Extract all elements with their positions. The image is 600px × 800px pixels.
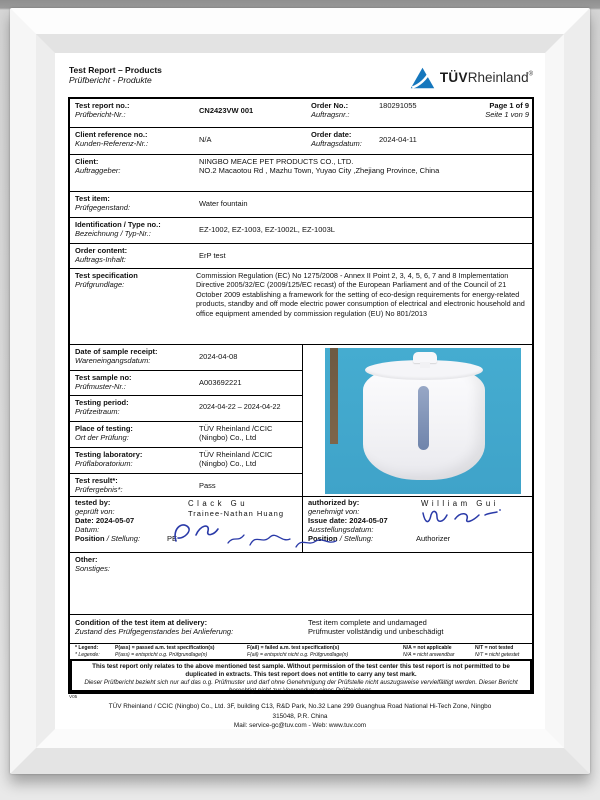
- issue-date-value: 2024-05-07: [349, 515, 388, 525]
- condition-label-en: Condition of the test item at delivery:: [75, 618, 208, 627]
- footer-address-line1: TÜV Rheinland / CCIC (Ningbo) Co., Ltd. 3F, building C13, R&D Park, No.32 Lane 299 Guanghua Road National Hi-Tech Zone, Ningbo: [108, 703, 492, 711]
- period-label-en: Testing period:: [75, 398, 129, 407]
- test-spec-label: [70, 269, 194, 344]
- test-spec-label-de: Prüfgrundlage:: [75, 280, 125, 289]
- order-no-label-en: Order No.:: [311, 101, 349, 110]
- condition-label: [70, 615, 303, 643]
- client-ref-label-de: Kunden-Referenz-Nr.:: [75, 139, 149, 148]
- condition-value-de: Prüfmuster vollständig und unbeschädigt: [308, 627, 444, 636]
- sample-no-label-en: Test sample no:: [75, 373, 132, 382]
- row-report-no: [70, 99, 532, 127]
- tested-by-label-de: geprüft von:: [75, 506, 115, 516]
- document-header: [65, 63, 535, 97]
- report-no-label-de: Prüfbericht-Nr.:: [75, 110, 126, 119]
- client-value: [194, 155, 532, 191]
- test-report-document: [55, 53, 545, 729]
- tested-position-value: PE: [167, 534, 178, 544]
- client-label: [70, 155, 194, 191]
- authorized-position-de: / Stellung:: [339, 534, 374, 544]
- row-testing-period: [70, 395, 302, 421]
- legend-na-de: N/A = nicht anwendbar: [403, 651, 455, 658]
- result-value: Pass: [199, 481, 216, 490]
- order-no-label-de: Auftragsnr.:: [311, 110, 350, 119]
- title-german: Prüfbericht - Produkte: [69, 75, 152, 85]
- place-value: [194, 422, 302, 447]
- test-spec-label-en: Test specification: [75, 271, 138, 280]
- test-item-label: [70, 192, 194, 217]
- row2-spacer: [454, 128, 532, 154]
- tested-date-label-de: Datum:: [75, 524, 100, 534]
- condition-value-en: Test item complete and undamaged: [308, 618, 427, 627]
- place-label-de: Ort der Prüfung:: [75, 433, 129, 442]
- document-title: [69, 65, 162, 85]
- test-item-value: Water fountain: [199, 199, 248, 208]
- test-item-label-en: Test item:: [75, 194, 110, 203]
- tested-by-block: [70, 497, 303, 552]
- laboratory-value: [194, 448, 302, 473]
- legend-label-de: * Legende:: [75, 651, 100, 658]
- client-label-en: Client:: [75, 157, 99, 166]
- legend-fail-de: F(ail) = entspricht nicht o.g. Prüfgrundlage(n): [247, 651, 349, 658]
- sample-no-label-de: Prüfmuster-Nr.:: [75, 382, 126, 391]
- period-label-de: Prüfzeitraum:: [75, 407, 120, 416]
- order-content-label: [70, 244, 194, 268]
- legend-label-en: * Legend:: [75, 645, 99, 651]
- other-label-de: Sonstiges:: [75, 564, 111, 573]
- result-label-en: Test result*:: [75, 476, 118, 485]
- registered-mark: ®: [528, 71, 533, 78]
- issue-date-label-de: Ausstellungsdatum:: [308, 524, 374, 534]
- client-label-de: Auftraggeber:: [75, 166, 121, 175]
- report-no-value: CN2423VW 001: [199, 106, 254, 115]
- row-order-content: [70, 243, 532, 268]
- row-place-of-testing: [70, 421, 302, 447]
- row-test-item: [70, 191, 532, 217]
- client-ref-label-en: Client reference no.:: [75, 130, 148, 139]
- form-version-code: V05: [69, 694, 78, 699]
- test-item-label-de: Prüfgegenstand:: [75, 203, 131, 212]
- client-name: NINGBO MEACE PET PRODUCTS CO., LTD.: [199, 157, 354, 166]
- identification-label: [70, 218, 194, 243]
- legend-fail-en: F(ail) = failed a.m. test specification(s): [247, 645, 340, 651]
- row-client: [70, 154, 532, 191]
- logo-rheinland: Rheinland: [467, 70, 529, 85]
- report-table: [68, 97, 534, 694]
- authorized-position-en: Position: [308, 534, 338, 544]
- issue-date-label: Issue date:: [308, 515, 348, 525]
- frame-bevel: [36, 34, 564, 748]
- receipt-label-de: Wareneingangsdatum:: [75, 356, 151, 365]
- laboratory-label: [70, 448, 194, 473]
- order-no-label: [306, 99, 374, 127]
- identification-label-de: Bezeichnung / Typ-Nr.:: [75, 229, 151, 238]
- legend-nt-en: N/T = not tested: [475, 645, 514, 651]
- water-level-window: [418, 386, 429, 450]
- receipt-label: [70, 345, 194, 370]
- sample-info-rows: [70, 345, 303, 496]
- tested-position-de: / Stellung:: [106, 534, 141, 544]
- notice-block: [70, 659, 532, 695]
- condition-value: [303, 615, 532, 643]
- row-test-result: [70, 473, 302, 497]
- water-fountain-spout-neck: [420, 362, 430, 368]
- page-indicator: [454, 99, 532, 127]
- sample-no-label: [70, 371, 194, 395]
- laboratory-value-line1: TÜV Rheinland /CCIC: [199, 450, 273, 459]
- legend-pass-de: P(ass) = entspricht o.g. Prüfgrundlage(n): [115, 651, 208, 658]
- identification-value: EZ-1002, EZ-1003, EZ-1002L, EZ-1003L: [199, 225, 335, 234]
- tested-by-name2: Trainee-Nathan Huang: [188, 508, 285, 518]
- place-label: [70, 422, 194, 447]
- row-identification: [70, 217, 532, 243]
- tested-date-label: Date:: [75, 515, 94, 525]
- authorized-by-label-en: authorized by:: [308, 498, 360, 507]
- document-footer: [65, 702, 535, 730]
- result-label-de: Prüfergebnis*:: [75, 485, 123, 494]
- logo-text: [440, 69, 533, 87]
- sample-no-value: A003692221: [199, 378, 242, 387]
- footer-contact-line: Mail: service-gc@tuv.com - Web: www.tuv.com: [233, 721, 367, 729]
- laboratory-label-en: Testing laboratory:: [75, 450, 143, 459]
- sample-photo: [325, 348, 521, 494]
- tested-by-names: [188, 499, 284, 518]
- identification-label-en: Identification / Type no.:: [75, 220, 161, 229]
- picture-frame: [10, 8, 590, 774]
- tested-position-en: Position: [75, 534, 105, 544]
- sample-info-block: [70, 344, 532, 496]
- row-sample-receipt: [70, 345, 302, 370]
- report-no-label: [70, 99, 194, 127]
- order-date-value: 2024-04-11: [379, 135, 417, 144]
- condition-label-de: Zustand des Prüfgegenstandes bei Anlieferung:: [75, 627, 234, 636]
- authorized-position-value: Authorizer: [416, 534, 451, 544]
- period-value: 2024-04-22 – 2024-04-22: [199, 402, 281, 411]
- legend-pass-en: P(ass) = passed a.m. test specification(s): [115, 645, 215, 651]
- place-value-line1: TÜV Rheinland /CCIC: [199, 424, 273, 433]
- authorized-name: William Gui: [421, 499, 499, 508]
- other-label-en: Other:: [75, 555, 98, 564]
- legend-block: [70, 643, 532, 659]
- signature-row: [70, 496, 532, 552]
- notice-text-en: This test report only relates to the above mentioned test sample. Without permission of the test center this test report is not permitted to be duplicated in extracts. This test report does not entitle to carry any test mark.: [92, 663, 510, 679]
- tested-by-name1: Clack Gu: [188, 499, 249, 508]
- test-spec-value: Commission Regulation (EC) No 1275/2008 - Annex II Point 2, 3, 4, 5, 6, 7 and 8 Implementation Directive 2005/32/EC (2009/125/EC recast) of the European Parliament and of the Council of 21 October 2009 establishing a framework for the setting of eco-design requirements for energy-related products, standby and off mode electric power consumption of electrical and electronic household and office equipment amended by commission regulation (EU) No 801/2013: [196, 271, 525, 318]
- order-date-label-de: Auftragsdatum:: [311, 139, 362, 148]
- laboratory-label-de: Prüflaboratorium:: [75, 459, 133, 468]
- order-content-label-de: Auftrags-Inhalt:: [75, 255, 126, 264]
- receipt-label-en: Date of sample receipt:: [75, 347, 158, 356]
- photo-background-strip: [330, 348, 338, 444]
- order-content-value: ErP test: [199, 251, 226, 260]
- tested-by-signature: [166, 517, 356, 551]
- page-indicator-en: Page 1 of 9: [489, 101, 529, 110]
- notice-text-de: Dieser Prüfbericht bezieht sich nur auf das o.g. Prüfmuster und darf ohne Genehmigung der Prüfstelle nicht auszugsweise vervielfältigt werden. Dieser Bericht berechtigt nicht zur Verwendung eines Prüfzeichens.: [84, 679, 518, 695]
- order-no-value: 180291055: [379, 101, 417, 110]
- legend-row-de: [75, 652, 532, 659]
- laboratory-value-line2: (Ningbo) Co., Ltd: [199, 459, 257, 468]
- report-no-label-en: Test report no.:: [75, 101, 130, 110]
- tested-date-value: 2024-05-07: [95, 515, 135, 525]
- tested-position-label: [75, 535, 167, 544]
- client-ref-label: [70, 128, 194, 154]
- tuv-triangle-icon: [410, 67, 435, 89]
- sample-photo-cell: [303, 345, 532, 496]
- client-ref-value: N/A: [199, 135, 212, 144]
- place-value-line2: (Ningbo) Co., Ltd: [199, 433, 257, 442]
- client-address: NO.2 Macaotou Rd , Mazhu Town, Yuyao City ,Zhejiang Province, China: [199, 166, 440, 175]
- row-other: [70, 552, 532, 614]
- authorized-by-signature: [415, 505, 507, 531]
- order-date-label: [306, 128, 374, 154]
- order-date-label-en: Order date:: [311, 130, 352, 139]
- logo-tuv: TÜV: [439, 70, 468, 85]
- row-test-specification: [70, 268, 532, 344]
- title-english: Test Report – Products: [69, 65, 162, 75]
- result-label: [70, 474, 194, 497]
- page-indicator-de: Seite 1 von 9: [485, 110, 529, 119]
- row-sample-no: [70, 370, 302, 395]
- row-condition: [70, 614, 532, 643]
- legend-row-en: [75, 645, 532, 652]
- row-testing-laboratory: [70, 447, 302, 473]
- period-label: [70, 396, 194, 421]
- footer-address-line2: 315048, P.R. China: [272, 712, 328, 720]
- place-label-en: Place of testing:: [75, 424, 133, 433]
- row-client-ref: [70, 127, 532, 154]
- tuv-rheinland-logo: [410, 67, 533, 89]
- order-content-label-en: Order content:: [75, 246, 128, 255]
- receipt-value: 2024-04-08: [199, 352, 238, 361]
- authorized-by-label-de: genehmigt von:: [308, 506, 360, 516]
- legend-nt-de: N/T = nicht getestet: [475, 651, 520, 658]
- tested-by-label-en: tested by:: [75, 498, 111, 507]
- legend-na-en: N/A = not applicable: [403, 645, 452, 651]
